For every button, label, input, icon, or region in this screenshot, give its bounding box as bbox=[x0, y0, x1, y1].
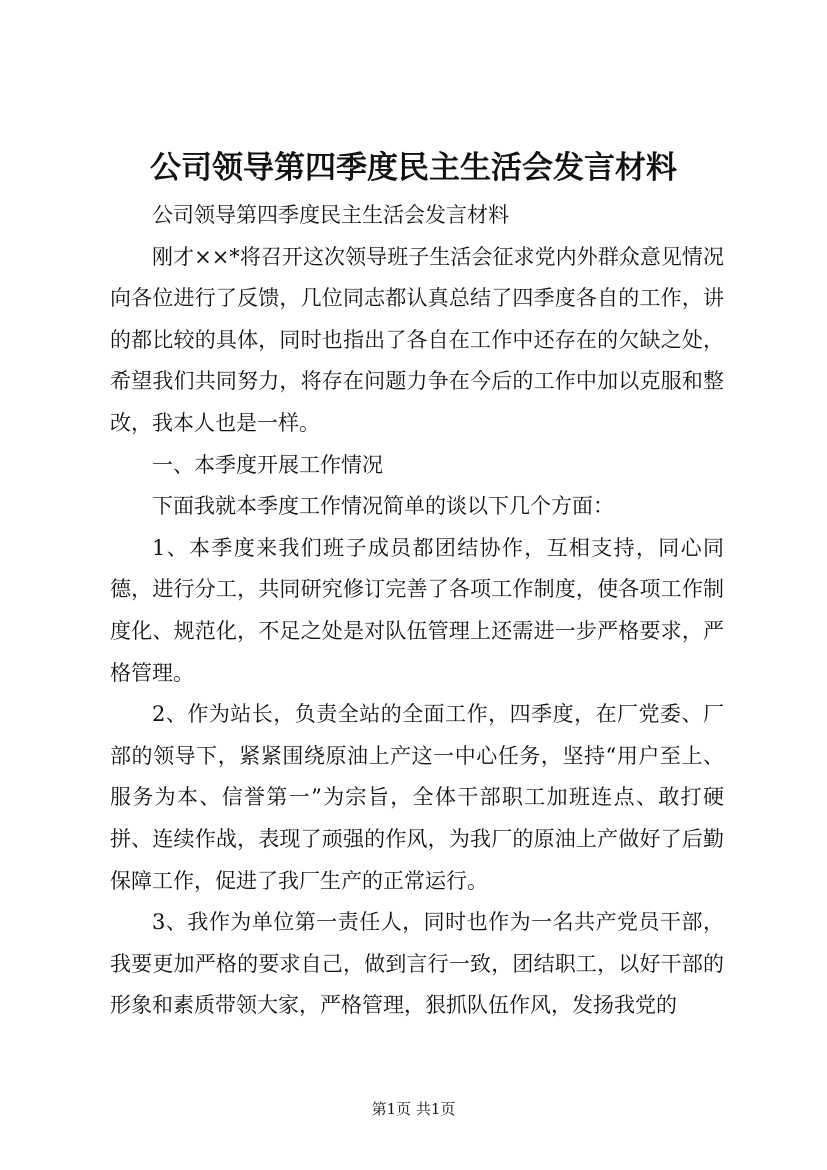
lead-in-paragraph: 下面我就本季度工作情况简单的谈以下几个方面： bbox=[152, 494, 614, 519]
document-title: 公司领导第四季度民主生活会发言材料 bbox=[150, 150, 677, 186]
page-footer: 第1页 共1页 bbox=[371, 1100, 456, 1118]
item-3-paragraph: 3、我作为单位第一责任人，同时也作为一名共产党员干部，我要更加严格的要求自己，做到言行一致，团结职工，以好干部的形象和素质带领大家，严格管理，狠抓队伍作风，发扬我党的 bbox=[110, 910, 724, 1018]
item-2-paragraph: 2、作为站长，负责全站的全面工作，四季度，在厂党委、厂部的领导下，紧紧围绕原油上产这一中心任务，坚持“用户至上、服务为本、信誉第一”为宗旨，全体干部职工加班连点、敢打硬拼、连续作战，表现了顽强的作风，为我厂的原油上产做好了后勤保障工作，促进了我厂生产的正常运行。 bbox=[110, 702, 724, 893]
intro-paragraph: 刚才××*将召开这次领导班子生活会征求党内外群众意见情况向各位进行了反馈，几位同志都认真总结了四季度各自的工作，讲的都比较的具体，同时也指出了各自在工作中还存在的欠缺之处，希望我们共同努力，将存在问题力争在今后的工作中加以克服和整改，我本人也是一样。 bbox=[110, 244, 724, 435]
section-heading: 一、本季度开展工作情况 bbox=[152, 452, 383, 477]
subtitle-paragraph: 公司领导第四季度民主生活会发言材料 bbox=[152, 203, 509, 227]
item-1-paragraph: 1、本季度来我们班子成员都团结协作，互相支持，同心同德，进行分工，共同研究修订完善了各项工作制度，使各项工作制度化、规范化，不足之处是对队伍管理上还需进一步严格要求，严格管理。 bbox=[110, 535, 724, 685]
document-body bbox=[110, 195, 724, 1027]
